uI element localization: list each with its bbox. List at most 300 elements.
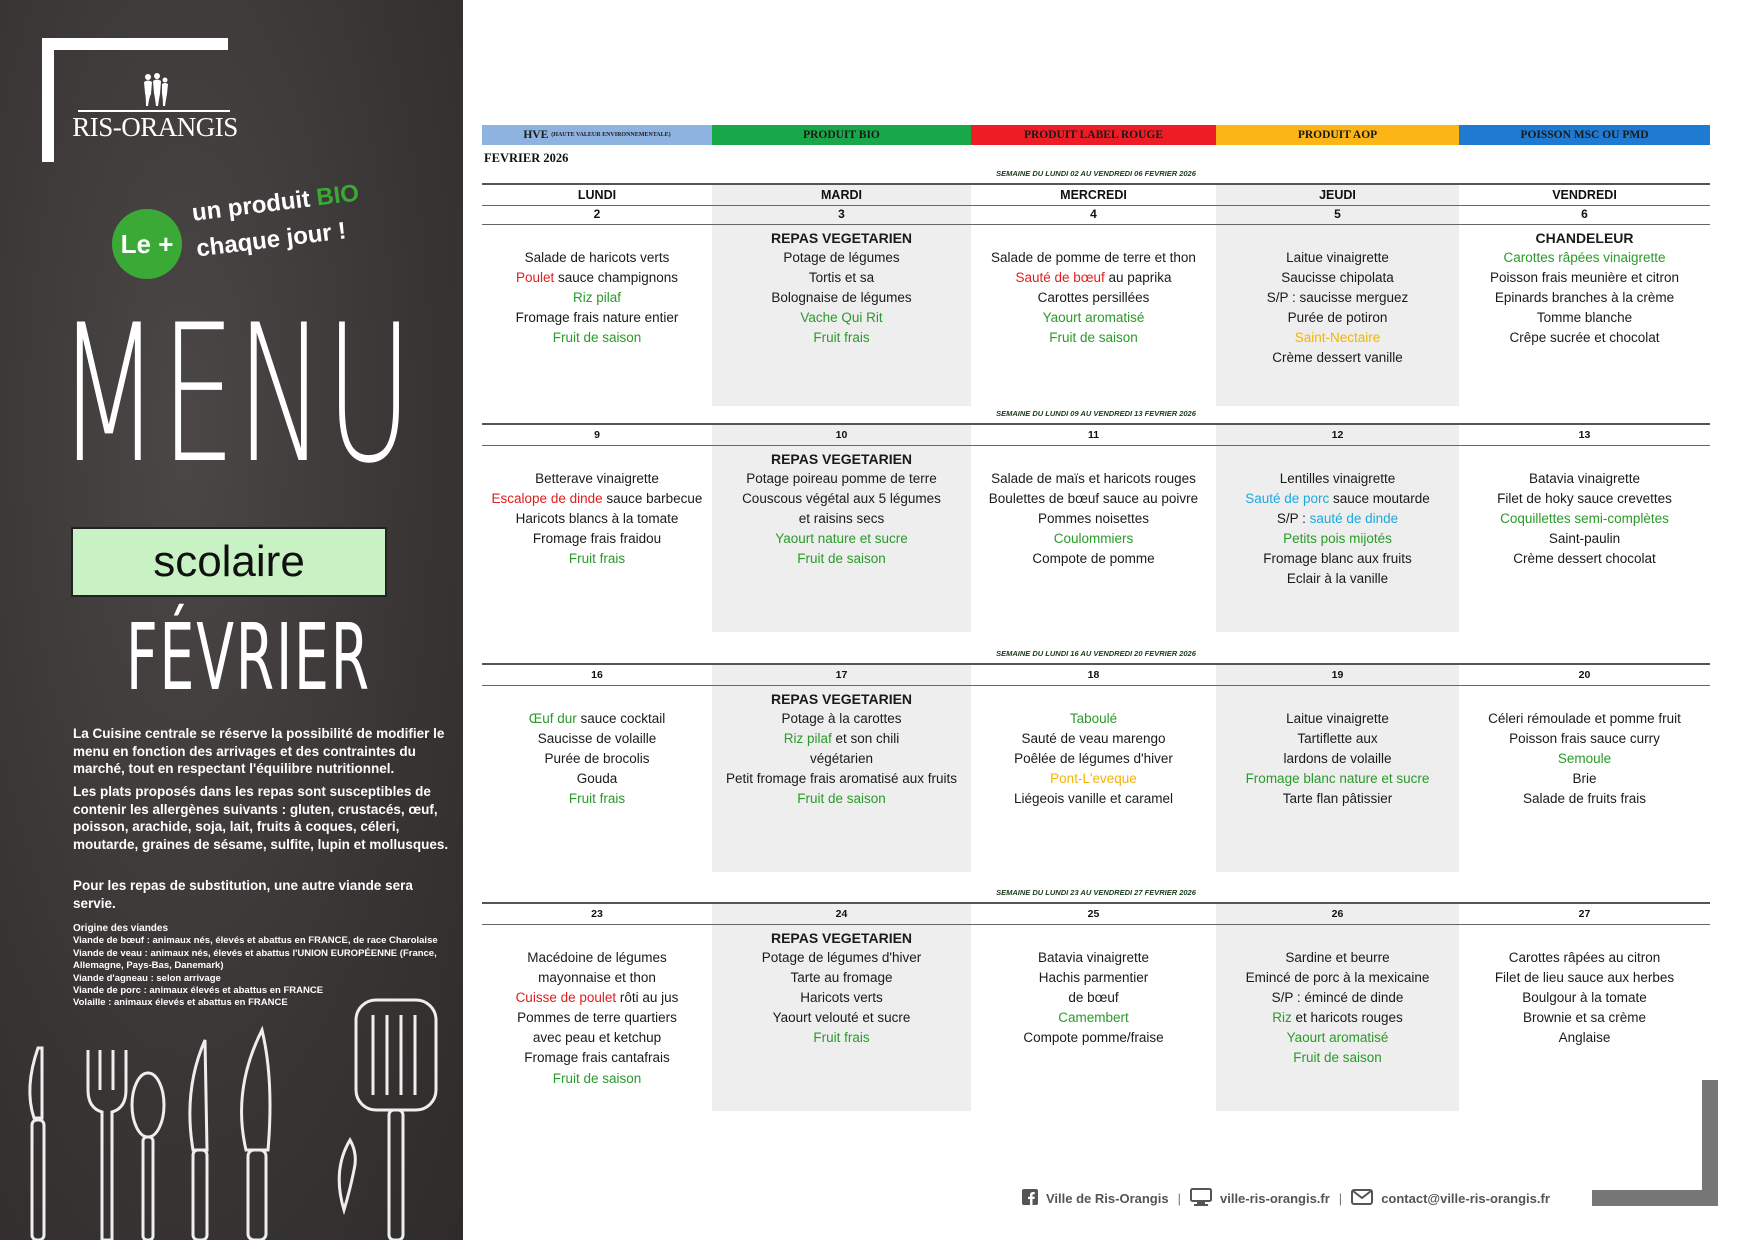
day-rule	[971, 205, 1216, 206]
day-rule	[1459, 445, 1710, 446]
email-link[interactable]: contact@ville-ris-orangis.fr	[1381, 1191, 1550, 1206]
dish-text: et raisins secs	[798, 511, 885, 527]
dish-item	[1216, 968, 1459, 988]
day-rule	[482, 685, 712, 686]
legend-aop	[1216, 125, 1459, 145]
day-column	[1216, 185, 1459, 406]
dish-item	[1216, 1008, 1459, 1028]
day-number: 3	[838, 207, 845, 221]
dish-list	[712, 228, 971, 349]
dish-text: Crème dessert chocolat	[1513, 551, 1656, 567]
dish-text: Fromage frais fraidou	[532, 531, 662, 547]
day-number: 20	[1578, 669, 1591, 681]
dish-text: Fruit de saison	[552, 330, 642, 346]
dish-text: au paprika	[1104, 270, 1172, 286]
dish-text: Macédoine de légumes	[527, 950, 667, 965]
dish-text: Fromage frais nature entier	[515, 310, 679, 326]
dish-text: végétarien	[809, 751, 874, 767]
day-number: 10	[835, 429, 848, 441]
dish-item	[1216, 308, 1459, 328]
dish-text: Tartiflette aux	[1297, 731, 1378, 747]
day-column	[712, 185, 971, 406]
dish-text: Anglaise	[1558, 1030, 1611, 1046]
dish-item	[712, 268, 971, 288]
dish-item	[1459, 549, 1710, 569]
dish-text: Saint-paulin	[1548, 531, 1621, 547]
month-title: FÉVRIER	[126, 604, 371, 711]
day-number: 19	[1331, 669, 1344, 681]
dish-text: Poisson frais meunière et citron	[1489, 270, 1680, 286]
dish-item	[1216, 328, 1459, 348]
day-column	[712, 425, 971, 632]
dish-text: Haricots blancs à la tomate	[515, 511, 679, 527]
dish-text: Saucisse chipolata	[1281, 270, 1394, 286]
dish-text: Yaourt nature et sucre	[775, 531, 908, 547]
day-number: 13	[1578, 429, 1591, 441]
dish-text: Fruit de saison	[1049, 330, 1138, 346]
frame-corner	[1592, 1080, 1718, 1206]
dish-item	[1459, 968, 1710, 988]
dish-text: Fromage blanc nature et sucre	[1245, 771, 1430, 787]
dish-text: de bœuf	[1068, 990, 1119, 1006]
dish-text: Riz pilaf	[783, 731, 832, 747]
dish-text: Fruit de saison	[552, 1070, 642, 1086]
dish-item	[1459, 268, 1710, 288]
dish-text: Poêlée de légumes d'hiver	[1014, 751, 1173, 767]
dish-text: Couscous végétal aux 5 légumes	[742, 491, 941, 507]
dish-item	[712, 308, 971, 328]
legend-label: PRODUIT LABEL ROUGE	[1023, 129, 1164, 141]
dish-text: sauté de dinde	[1309, 511, 1399, 527]
dish-text: Sardine et beurre	[1285, 950, 1390, 965]
dish-text: Purée de potiron	[1287, 310, 1388, 326]
dish-text: Purée de brocolis	[544, 751, 650, 767]
meat-origin-line: Viande d'agneau : selon arrivage	[73, 972, 221, 984]
special-meal-label: REPAS VEGETARIEN	[770, 230, 913, 246]
dish-text: Filet de hoky sauce crevettes	[1497, 491, 1672, 507]
dish-text: Brie	[1572, 771, 1597, 787]
dish-text: Laitue vinaigrette	[1286, 250, 1389, 265]
dish-text: Tomme blanche	[1536, 310, 1633, 326]
dish-item	[1459, 509, 1710, 529]
dish-item	[482, 469, 712, 489]
legend-hve	[482, 125, 712, 145]
dish-item	[971, 948, 1216, 968]
dish-list	[482, 689, 712, 809]
dish-text: Saucisse de volaille	[537, 731, 657, 747]
dish-item	[1216, 769, 1459, 789]
day-number: 11	[1087, 429, 1100, 441]
dish-item	[971, 509, 1216, 529]
legend-label: POISSON MSC OU PMD	[1520, 129, 1649, 141]
dish-text: Fruit frais	[813, 1030, 870, 1046]
dish-text: Sauté de porc	[1245, 491, 1330, 507]
dish-item	[482, 248, 712, 268]
dish-item	[482, 1028, 712, 1048]
dish-text: Crêpe sucrée et chocolat	[1509, 330, 1660, 346]
day-column	[482, 665, 712, 872]
utensils-illustration	[0, 990, 463, 1240]
spatula-icon	[356, 1000, 436, 1110]
dish-text: Camembert	[1058, 1010, 1129, 1026]
day-rule	[971, 224, 1216, 225]
dish-text: Gouda	[576, 771, 618, 787]
dish-text: Fruit de saison	[1293, 1050, 1382, 1066]
dish-item	[1459, 1028, 1710, 1048]
dish-text: sauce barbecue	[602, 491, 703, 507]
day-number: 4	[1090, 207, 1097, 221]
knife-icon	[190, 1040, 207, 1150]
dish-text: Potage de légumes	[783, 250, 900, 266]
dish-item	[1459, 709, 1710, 729]
day-name: JEUDI	[1319, 188, 1356, 202]
dish-text: Fromage frais cantafrais	[524, 1050, 670, 1066]
dish-text: Fruit frais	[813, 330, 870, 346]
day-column	[1459, 185, 1710, 406]
dish-item	[1216, 469, 1459, 489]
dish-text: Salade de fruits frais	[1522, 791, 1647, 807]
day-number: 24	[835, 908, 848, 920]
dish-text: Œuf dur	[528, 711, 577, 726]
dish-list	[1216, 449, 1459, 590]
week-block	[482, 408, 1710, 630]
dish-item	[712, 749, 971, 769]
day-number: 26	[1331, 908, 1344, 920]
legend-label-rouge	[971, 125, 1216, 145]
day-number: 12	[1331, 429, 1344, 441]
dish-text: Pont-L'eveque	[1050, 771, 1137, 787]
dish-item	[712, 988, 971, 1008]
dish-item	[1216, 948, 1459, 968]
dish-item	[482, 1048, 712, 1068]
footer-separator: |	[1177, 1191, 1181, 1206]
chili-icon	[339, 1140, 355, 1210]
day-rule	[482, 224, 712, 225]
day-number: 6	[1581, 207, 1588, 221]
dish-item	[712, 1028, 971, 1048]
dish-item	[971, 308, 1216, 328]
day-column	[1216, 904, 1459, 1111]
day-rule	[1216, 224, 1459, 225]
legend-label: PRODUIT AOP	[1297, 129, 1378, 141]
menu-title: MENU	[58, 284, 414, 505]
dish-text: Brownie et sa crème	[1522, 1010, 1647, 1026]
dish-list	[1216, 228, 1459, 369]
dish-item	[1459, 988, 1710, 1008]
dish-item	[712, 709, 971, 729]
day-column	[712, 665, 971, 872]
dish-item	[971, 769, 1216, 789]
dish-text: Carottes persillées	[1037, 290, 1150, 306]
special-meal-label: REPAS VEGETARIEN	[770, 451, 913, 467]
dish-item	[1216, 988, 1459, 1008]
day-rule	[971, 685, 1216, 686]
dish-text: Céleri rémoulade et pomme fruit	[1488, 711, 1681, 726]
day-name: MARDI	[821, 188, 862, 202]
day-number: 18	[1087, 669, 1100, 681]
info-text-modification: La Cuisine centrale se réserve la possibilité de modifier le menu en fonction des arrivages et des contraintes du marché, tout en respectant l'équilibre nutritionnel.	[73, 726, 445, 776]
legend-bar	[482, 125, 1710, 145]
day-rule	[1459, 685, 1710, 686]
dish-text: Salade de haricots verts	[524, 250, 670, 265]
legend-msc	[1459, 125, 1710, 145]
day-number: 17	[835, 669, 848, 681]
dish-item	[1459, 729, 1710, 749]
dish-item	[971, 469, 1216, 489]
dish-text: mayonnaise et thon	[538, 970, 656, 986]
dish-text: Sauté de veau marengo	[1021, 731, 1166, 747]
dish-item	[712, 789, 971, 809]
dish-item	[712, 948, 971, 968]
dish-item	[712, 729, 971, 749]
dish-text: Riz pilaf	[572, 290, 621, 306]
promo-line2: chaque jour !	[194, 217, 348, 263]
website-link[interactable]: ville-ris-orangis.fr	[1219, 1191, 1330, 1206]
special-meal-label: REPAS VEGETARIEN	[770, 691, 913, 707]
day-rule	[1216, 205, 1459, 206]
day-name: VENDREDI	[1552, 188, 1617, 202]
dish-item	[1459, 308, 1710, 328]
dish-item	[482, 268, 712, 288]
dish-item	[971, 268, 1216, 288]
day-column	[971, 185, 1216, 406]
day-column	[971, 665, 1216, 872]
dish-item	[1459, 769, 1710, 789]
day-rule	[712, 685, 971, 686]
day-number: 16	[591, 669, 603, 681]
dish-text: et son chili	[831, 731, 900, 747]
meat-origin-line: Viande de veau : animaux nés, élevés et abattus l'UNION EUROPÉENNE (France, Allemagne, Pays-Bas, Danemark)	[73, 947, 437, 972]
day-rule	[971, 445, 1216, 446]
logo-figures-icon	[135, 72, 175, 110]
mail-icon	[1351, 1189, 1373, 1208]
dish-item	[712, 489, 971, 509]
dish-text: S/P : émincé de dinde	[1271, 990, 1404, 1006]
dish-item	[712, 469, 971, 489]
dish-text: Carottes râpées au citron	[1508, 950, 1661, 965]
dish-item	[1459, 469, 1710, 489]
dish-text: Coulommiers	[1053, 531, 1134, 547]
dish-text: Coquillettes semi-complètes	[1500, 511, 1669, 527]
dish-item	[1459, 489, 1710, 509]
info-text-substitution: Pour les repas de substitution, une autre viande sera servie.	[73, 878, 413, 911]
dish-text: Petit fromage frais aromatisé aux fruits	[725, 771, 958, 787]
dish-item	[482, 328, 712, 348]
dish-text: Yaourt velouté et sucre	[772, 1010, 911, 1026]
dish-item	[482, 749, 712, 769]
dish-list	[712, 689, 971, 810]
dish-text: Pommes noisettes	[1037, 511, 1150, 527]
dish-text: sauce moutarde	[1329, 491, 1430, 507]
dish-text: Tarte au fromage	[790, 970, 893, 986]
dish-item	[971, 1008, 1216, 1028]
dish-item	[712, 529, 971, 549]
dish-text: Riz	[1272, 1010, 1292, 1026]
day-rule	[1459, 224, 1710, 225]
dish-text: Yaourt aromatisé	[1286, 1030, 1389, 1046]
dish-text: et haricots rouges	[1291, 1010, 1403, 1026]
dish-text: Cuisse de poulet	[515, 990, 617, 1006]
dish-text: Poulet	[515, 270, 555, 286]
dish-text: sauce champignons	[554, 270, 679, 286]
day-rule	[482, 924, 712, 925]
dish-item	[971, 968, 1216, 988]
dish-list	[1459, 228, 1710, 349]
dish-item	[712, 549, 971, 569]
legend-bio	[712, 125, 971, 145]
day-rule	[971, 924, 1216, 925]
meat-origin-line: Viande de bœuf : animaux nés, élevés et abattus en FRANCE, de race Charolaise	[73, 935, 438, 947]
dish-item	[482, 789, 712, 809]
dish-text: avec peau et ketchup	[532, 1030, 662, 1046]
dish-list	[712, 928, 971, 1049]
day-column	[482, 185, 712, 406]
dish-item	[971, 248, 1216, 268]
dish-text: Potage de légumes d'hiver	[761, 950, 922, 966]
facebook-link[interactable]: Ville de Ris-Orangis	[1046, 1191, 1169, 1206]
dish-item	[1216, 549, 1459, 569]
dish-text: Filet de lieu sauce aux herbes	[1494, 970, 1675, 986]
dish-list	[971, 449, 1216, 569]
dish-text: Semoule	[1557, 751, 1612, 767]
dish-text: lardons de volaille	[1283, 751, 1392, 767]
dish-text: Salade de maïs et haricots rouges	[991, 471, 1196, 486]
footer	[1022, 1188, 1550, 1209]
dish-text: Bolognaise de légumes	[771, 290, 912, 306]
promo-badge: Le +	[112, 209, 182, 279]
week-label: SEMAINE DU LUNDI 16 AU VENDREDI 20 FEVRIER 2026	[996, 649, 1196, 658]
dish-item	[971, 529, 1216, 549]
dish-item	[1216, 348, 1459, 368]
dish-text: Vache Qui Rit	[800, 310, 883, 326]
dish-list	[1216, 689, 1459, 809]
dish-item	[712, 1008, 971, 1028]
dish-item	[971, 549, 1216, 569]
dish-item	[1459, 749, 1710, 769]
dish-item	[1216, 709, 1459, 729]
week-label: SEMAINE DU LUNDI 02 AU VENDREDI 06 FEVRIER 2026	[996, 169, 1196, 178]
day-rule	[482, 205, 712, 206]
dish-item	[1216, 288, 1459, 308]
dish-item	[482, 729, 712, 749]
dish-list	[1216, 928, 1459, 1069]
day-rule	[712, 205, 971, 206]
sidebar-panel	[0, 0, 463, 1240]
dish-item	[712, 328, 971, 348]
day-column	[482, 425, 712, 632]
day-name: MERCREDI	[1060, 188, 1127, 202]
dish-item	[482, 308, 712, 328]
dish-list	[971, 228, 1216, 348]
dish-item	[1216, 268, 1459, 288]
dish-item	[482, 509, 712, 529]
dish-text: Liégeois vanille et caramel	[1013, 791, 1174, 807]
dish-item	[971, 749, 1216, 769]
meat-origin-title: Origine des viandes	[73, 923, 169, 934]
dish-item	[1216, 729, 1459, 749]
info-text-allergens: Les plats proposés dans les repas sont susceptibles de contenir les allergènes suivants : gluten, crustacés, œuf, poisson, arachide, soja, lait, fruits à coques, céleri, moutarde, graines de sésame, sulfite, lupin et mollusques.	[73, 784, 449, 852]
dish-item	[1216, 248, 1459, 268]
day-number: 5	[1334, 207, 1341, 221]
dish-item	[482, 1069, 712, 1089]
dish-list	[1459, 449, 1710, 569]
meat-origin-line: Viande de porc : animaux élevés et abattus en FRANCE	[73, 985, 324, 997]
dish-item	[712, 288, 971, 308]
day-column	[712, 904, 971, 1111]
promo-bio: BIO	[314, 179, 361, 212]
day-rule	[712, 445, 971, 446]
dish-item	[482, 968, 712, 988]
dish-text: Fruit de saison	[797, 551, 886, 567]
legend-sub: (HAUTE VALEUR ENVIRONNEMENTALE)	[551, 132, 671, 138]
dish-list	[971, 689, 1216, 809]
scolaire-label: scolaire	[71, 527, 387, 597]
dish-list	[482, 928, 712, 1089]
dish-text: Poisson frais sauce curry	[1509, 731, 1660, 747]
dish-text: S/P :	[1276, 511, 1310, 527]
dish-item	[482, 769, 712, 789]
spoon-icon	[132, 1073, 164, 1137]
dish-text: Potage à la carottes	[781, 711, 902, 727]
dish-text: Tarte flan pâtissier	[1282, 791, 1393, 807]
day-number: 25	[1087, 908, 1100, 920]
day-rule	[712, 924, 971, 925]
dish-text: S/P : saucisse merguez	[1266, 290, 1409, 306]
facebook-icon	[1022, 1189, 1038, 1208]
dish-item	[1459, 789, 1710, 809]
dish-item	[712, 509, 971, 529]
dish-list	[1459, 928, 1710, 1048]
dish-text: Batavia vinaigrette	[1037, 950, 1150, 965]
dish-text: Compote pomme/fraise	[1023, 1030, 1164, 1046]
dish-text: Haricots verts	[800, 990, 883, 1006]
dish-text: Saint-Nectaire	[1294, 330, 1381, 346]
logo-bar	[78, 110, 230, 112]
week-block	[482, 168, 1710, 408]
week-label: SEMAINE DU LUNDI 09 AU VENDREDI 13 FEVRIER 2026	[996, 409, 1196, 418]
dish-text: Tortis et sa	[808, 270, 875, 286]
dish-item	[482, 489, 712, 509]
dish-item	[1216, 509, 1459, 529]
dish-item	[971, 789, 1216, 809]
dish-item	[482, 288, 712, 308]
dish-text: Salade de pomme de terre et thon	[991, 250, 1196, 265]
dish-list	[712, 449, 971, 570]
dish-list	[482, 449, 712, 569]
dish-item	[971, 328, 1216, 348]
day-column	[482, 904, 712, 1111]
dish-item	[1459, 1008, 1710, 1028]
dish-text: Fruit de saison	[797, 791, 886, 807]
dish-text: Lentilles vinaigrette	[1279, 471, 1396, 486]
dish-item	[1216, 749, 1459, 769]
day-column	[1216, 665, 1459, 872]
special-meal-label: CHANDELEUR	[1535, 230, 1634, 246]
chef-knife-icon	[242, 1030, 270, 1150]
dish-text: Batavia vinaigrette	[1528, 471, 1641, 486]
week-block	[482, 887, 1710, 1109]
dish-text: Boulettes de bœuf sauce au poivre	[988, 491, 1199, 507]
day-column	[1459, 425, 1710, 632]
day-number: 9	[594, 429, 600, 441]
dish-item	[971, 489, 1216, 509]
legend-label: PRODUIT BIO	[803, 129, 880, 141]
day-column	[1216, 425, 1459, 632]
dish-item	[1459, 948, 1710, 968]
dish-text: Fruit frais	[568, 791, 626, 807]
dish-item	[1216, 489, 1459, 509]
day-rule	[1216, 924, 1459, 925]
